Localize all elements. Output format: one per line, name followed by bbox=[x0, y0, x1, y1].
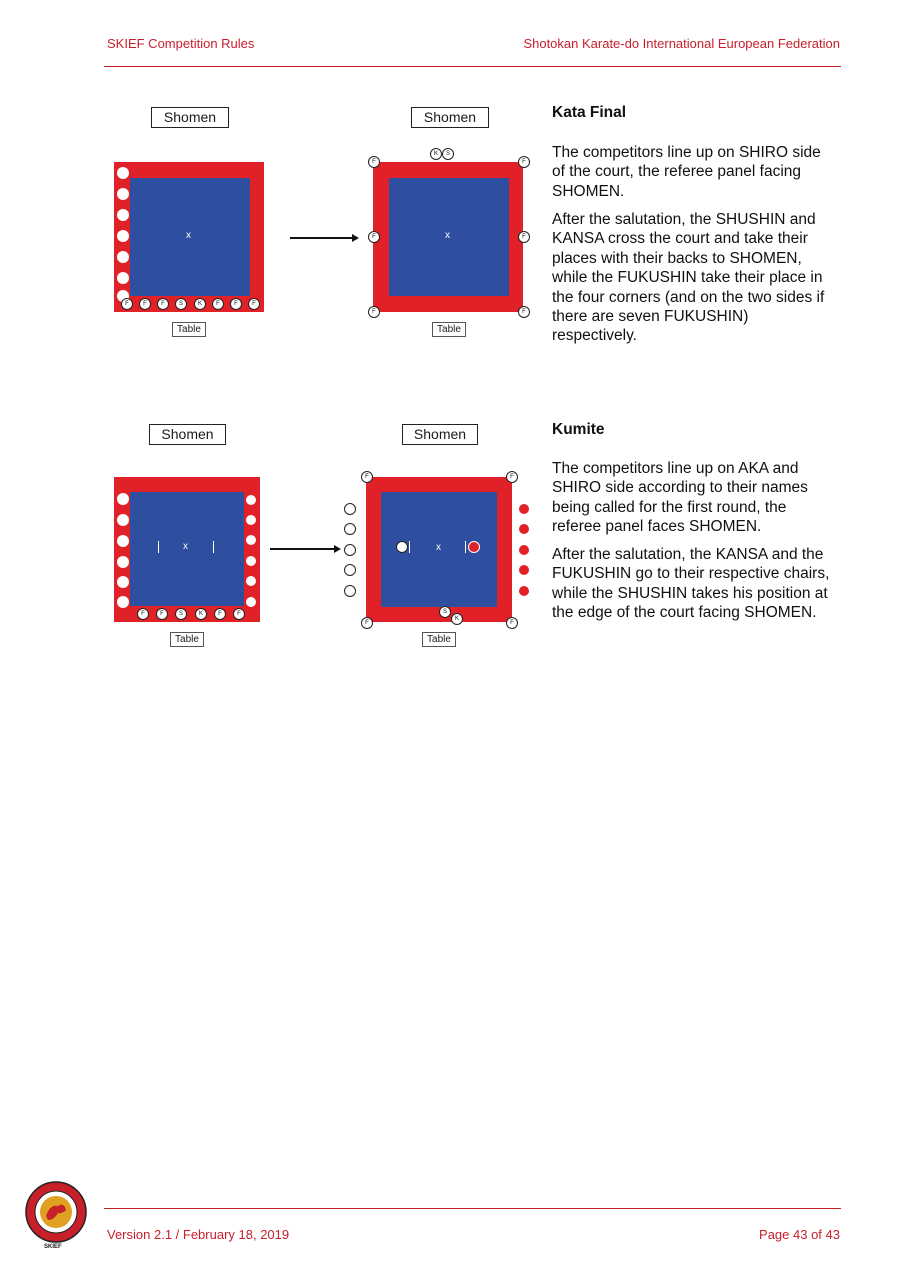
shomen-label: Shomen bbox=[402, 424, 478, 445]
referee-fukushin: F bbox=[139, 298, 151, 310]
referee-kansa: K bbox=[430, 148, 442, 160]
competitor-shiro-waiting bbox=[344, 564, 356, 576]
competitor-shiro-waiting bbox=[344, 523, 356, 535]
competitor-shiro bbox=[117, 493, 129, 505]
footer-version: Version 2.1 / February 18, 2019 bbox=[107, 1227, 290, 1242]
table-label: Table bbox=[172, 322, 206, 337]
competitor-shiro bbox=[117, 514, 129, 526]
shomen-label: Shomen bbox=[149, 424, 226, 445]
kumite-paragraph-2: After the salutation, the KANSA and the FUKUSHIN go to their respective chairs, while the SHUSHIN takes his position at the edge of the court facing SHOMEN. bbox=[552, 546, 830, 622]
competitor-aka bbox=[245, 575, 257, 587]
competitor-shiro bbox=[117, 272, 129, 284]
competitor-aka-waiting bbox=[519, 524, 529, 534]
referee-fukushin: F bbox=[233, 608, 245, 620]
referee-fukushin: F bbox=[137, 608, 149, 620]
header-divider bbox=[104, 66, 841, 67]
referee-shushin: S bbox=[439, 606, 451, 618]
competitor-aka-waiting bbox=[519, 504, 529, 514]
referee-fukushin: F bbox=[157, 298, 169, 310]
table-label: Table bbox=[432, 322, 466, 337]
competitor-aka bbox=[245, 534, 257, 546]
skief-logo-icon bbox=[24, 1180, 88, 1244]
start-line bbox=[409, 541, 410, 553]
competitor-aka bbox=[245, 555, 257, 567]
referee-kansa: K bbox=[195, 608, 207, 620]
competitor-shiro-waiting bbox=[344, 544, 356, 556]
shomen-label: Shomen bbox=[411, 107, 489, 128]
competitor-shiro bbox=[117, 576, 129, 588]
referee-fukushin: F bbox=[368, 306, 380, 318]
referee-shushin: S bbox=[442, 148, 454, 160]
competitor-shiro bbox=[117, 596, 129, 608]
referee-fukushin: F bbox=[361, 617, 373, 629]
referee-fukushin: F bbox=[506, 471, 518, 483]
competitor-aka bbox=[245, 596, 257, 608]
start-line bbox=[213, 541, 214, 553]
referee-fukushin: F bbox=[518, 156, 530, 168]
competitor-shiro bbox=[117, 230, 129, 242]
table-label: Table bbox=[422, 632, 456, 647]
competitor-aka-waiting bbox=[519, 565, 529, 575]
referee-fukushin: F bbox=[368, 156, 380, 168]
referee-fukushin: F bbox=[368, 231, 380, 243]
competitor-aka bbox=[245, 514, 257, 526]
competitor-shiro bbox=[117, 167, 129, 179]
competitor-shiro-in-court bbox=[396, 541, 408, 553]
referee-fukushin: F bbox=[361, 471, 373, 483]
referee-fukushin: F bbox=[214, 608, 226, 620]
center-mark: x bbox=[445, 230, 450, 241]
header-right-title: Shotokan Karate-do International European Federation bbox=[523, 36, 840, 51]
competitor-shiro bbox=[117, 188, 129, 200]
competitor-shiro bbox=[117, 535, 129, 547]
competitor-shiro bbox=[117, 209, 129, 221]
competitor-aka-waiting bbox=[519, 586, 529, 596]
kata-paragraph-1: The competitors line up on SHIRO side of the court, the referee panel facing SHOMEN. bbox=[552, 144, 821, 200]
center-mark: x bbox=[183, 541, 188, 552]
footer-divider bbox=[104, 1208, 841, 1209]
start-line bbox=[158, 541, 159, 553]
competitor-shiro bbox=[117, 251, 129, 263]
referee-fukushin: F bbox=[518, 306, 530, 318]
competitor-aka-waiting bbox=[519, 545, 529, 555]
center-mark: x bbox=[436, 542, 441, 553]
competitor-shiro-waiting bbox=[344, 585, 356, 597]
referee-fukushin: F bbox=[518, 231, 530, 243]
referee-shushin: S bbox=[175, 608, 187, 620]
referee-fukushin: F bbox=[248, 298, 260, 310]
kata-paragraph-2: After the salutation, the SHUSHIN and KANSA cross the court and take their places with their backs to SHOMEN, while the FUKUSHIN take their place in the four corners (and on the two sides if there are seven FUKUSHIN) respectively. bbox=[552, 211, 825, 345]
referee-shushin: S bbox=[175, 298, 187, 310]
referee-fukushin: F bbox=[156, 608, 168, 620]
competitor-aka-in-court bbox=[468, 541, 480, 553]
footer-page-number: Page 43 of 43 bbox=[759, 1227, 840, 1242]
referee-kansa: K bbox=[194, 298, 206, 310]
referee-kansa: K bbox=[451, 613, 463, 625]
kumite-paragraph-1: The competitors line up on AKA and SHIRO side according to their names being called for the first round, the referee panel faces SHOMEN. bbox=[552, 460, 808, 536]
arrow-icon bbox=[334, 545, 341, 553]
header-left-title: SKIEF Competition Rules bbox=[107, 36, 255, 51]
section-title-kumite: Kumite bbox=[552, 421, 605, 438]
center-mark: x bbox=[186, 230, 191, 241]
competitor-aka bbox=[245, 494, 257, 506]
competitor-shiro-waiting bbox=[344, 503, 356, 515]
arrow-icon bbox=[352, 234, 359, 242]
competitor-shiro bbox=[117, 556, 129, 568]
referee-fukushin: F bbox=[230, 298, 242, 310]
start-line bbox=[465, 541, 466, 553]
referee-fukushin: F bbox=[506, 617, 518, 629]
table-label: Table bbox=[170, 632, 204, 647]
logo-caption: SKIEF bbox=[44, 1244, 62, 1250]
referee-fukushin: F bbox=[212, 298, 224, 310]
section-title-kata: Kata Final bbox=[552, 104, 627, 121]
referee-fukushin: F bbox=[121, 298, 133, 310]
arrow-line bbox=[270, 548, 334, 550]
arrow-line bbox=[290, 237, 352, 239]
shomen-label: Shomen bbox=[151, 107, 229, 128]
